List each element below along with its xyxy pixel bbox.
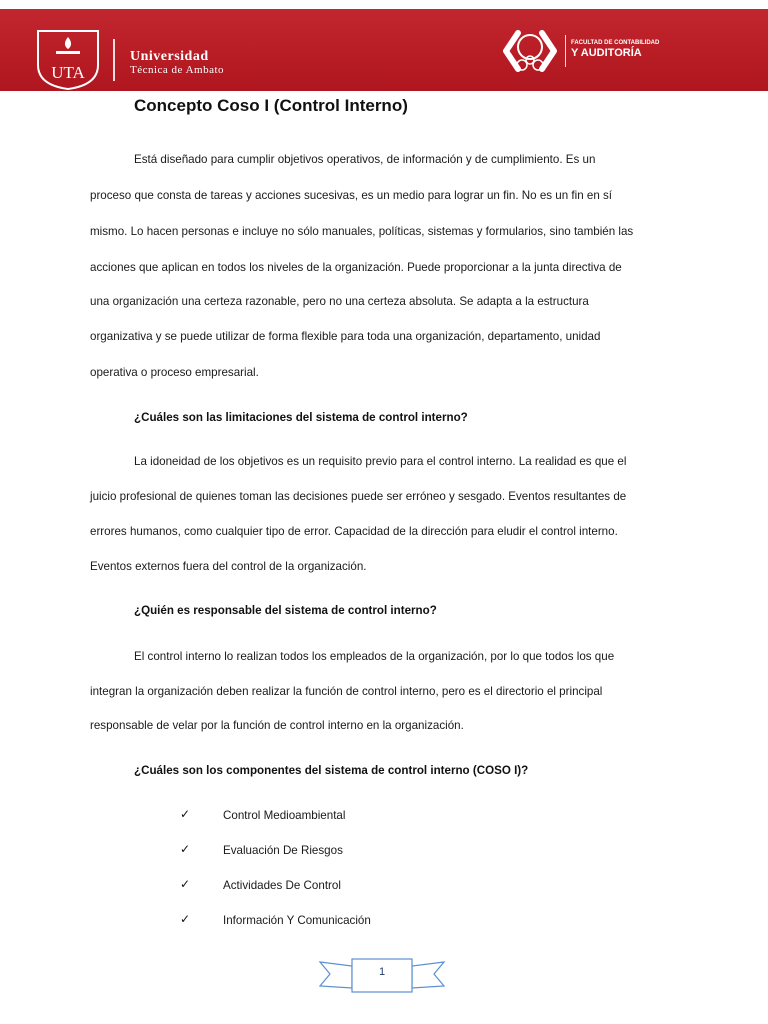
check-icon: ✓ <box>180 877 191 891</box>
paragraph-line: mismo. Lo hacen personas e incluye no sólo manuales, políticas, sistemas y formularios, sino también las <box>90 225 634 238</box>
paragraph-line: operativa o proceso empresarial. <box>90 366 259 379</box>
faculty-name-small: FACULTAD DE CONTABILIDAD <box>571 40 660 46</box>
paragraph-line: Está diseñado para cumplir objetivos operativos, de información y de cumplimiento. Es un <box>134 153 596 166</box>
header-divider <box>113 39 115 81</box>
section-question: ¿Cuáles son los componentes del sistema de control interno (COSO I)? <box>134 764 529 777</box>
checklist-label: Actividades De Control <box>223 879 341 892</box>
check-icon: ✓ <box>180 842 191 856</box>
faculty-divider <box>565 35 566 67</box>
paragraph-line: integran la organización deben realizar la función de control interno, pero es el directorio el principal <box>90 685 603 698</box>
fca-logo-icon <box>496 27 564 75</box>
uta-letters: UTA <box>51 63 85 82</box>
paragraph-line: errores humanos, como cualquier tipo de error. Capacidad de la dirección para eludir el control interno. <box>90 525 618 538</box>
section-question: ¿Quién es responsable del sistema de control interno? <box>134 604 437 617</box>
paragraph-line: juicio profesional de quienes toman las decisiones puede ser erróneo y sesgado. Eventos resultantes de <box>90 490 627 503</box>
checklist-label: Información Y Comunicación <box>223 914 371 927</box>
paragraph-line: organizativa y se puede utilizar de forma flexible para toda una organización, departamento, unidad <box>90 330 601 343</box>
paragraph-line: El control interno lo realizan todos los empleados de la organización, por lo que todos los que <box>134 650 615 663</box>
paragraph-line: proceso que consta de tareas y acciones sucesivas, es un medio para lograr un fin. No es un fin en sí <box>90 189 613 202</box>
section-question: ¿Cuáles son las limitaciones del sistema de control interno? <box>134 411 468 424</box>
university-name: Universidad <box>130 49 209 64</box>
check-icon: ✓ <box>180 912 191 926</box>
paragraph-line: una organización una certeza razonable, pero no una certeza absoluta. Se adapta a la estructura <box>90 295 589 308</box>
paragraph-line: responsable de velar por la función de control interno en la organización. <box>90 719 464 732</box>
document-title: Concepto Coso I (Control Interno) <box>134 96 408 115</box>
checklist-label: Control Medioambiental <box>223 809 346 822</box>
checklist-label: Evaluación De Riesgos <box>223 844 343 857</box>
page-number: 1 <box>378 966 386 978</box>
university-subtitle: Técnica de Ambato <box>130 64 225 76</box>
paragraph-line: Eventos externos fuera del control de la organización. <box>90 560 367 573</box>
check-icon: ✓ <box>180 807 191 821</box>
paragraph-line: acciones que aplican en todos los niveles de la organización. Puede proporcionar a la junta directiva de <box>90 261 622 274</box>
uta-emblem <box>34 29 102 91</box>
header-banner <box>0 9 768 91</box>
paragraph-line: La idoneidad de los objetivos es un requisito previo para el control interno. La realidad es que el <box>134 455 627 468</box>
top-white-stripe <box>0 0 768 9</box>
faculty-name-large: Y AUDITORÍA <box>571 47 642 59</box>
